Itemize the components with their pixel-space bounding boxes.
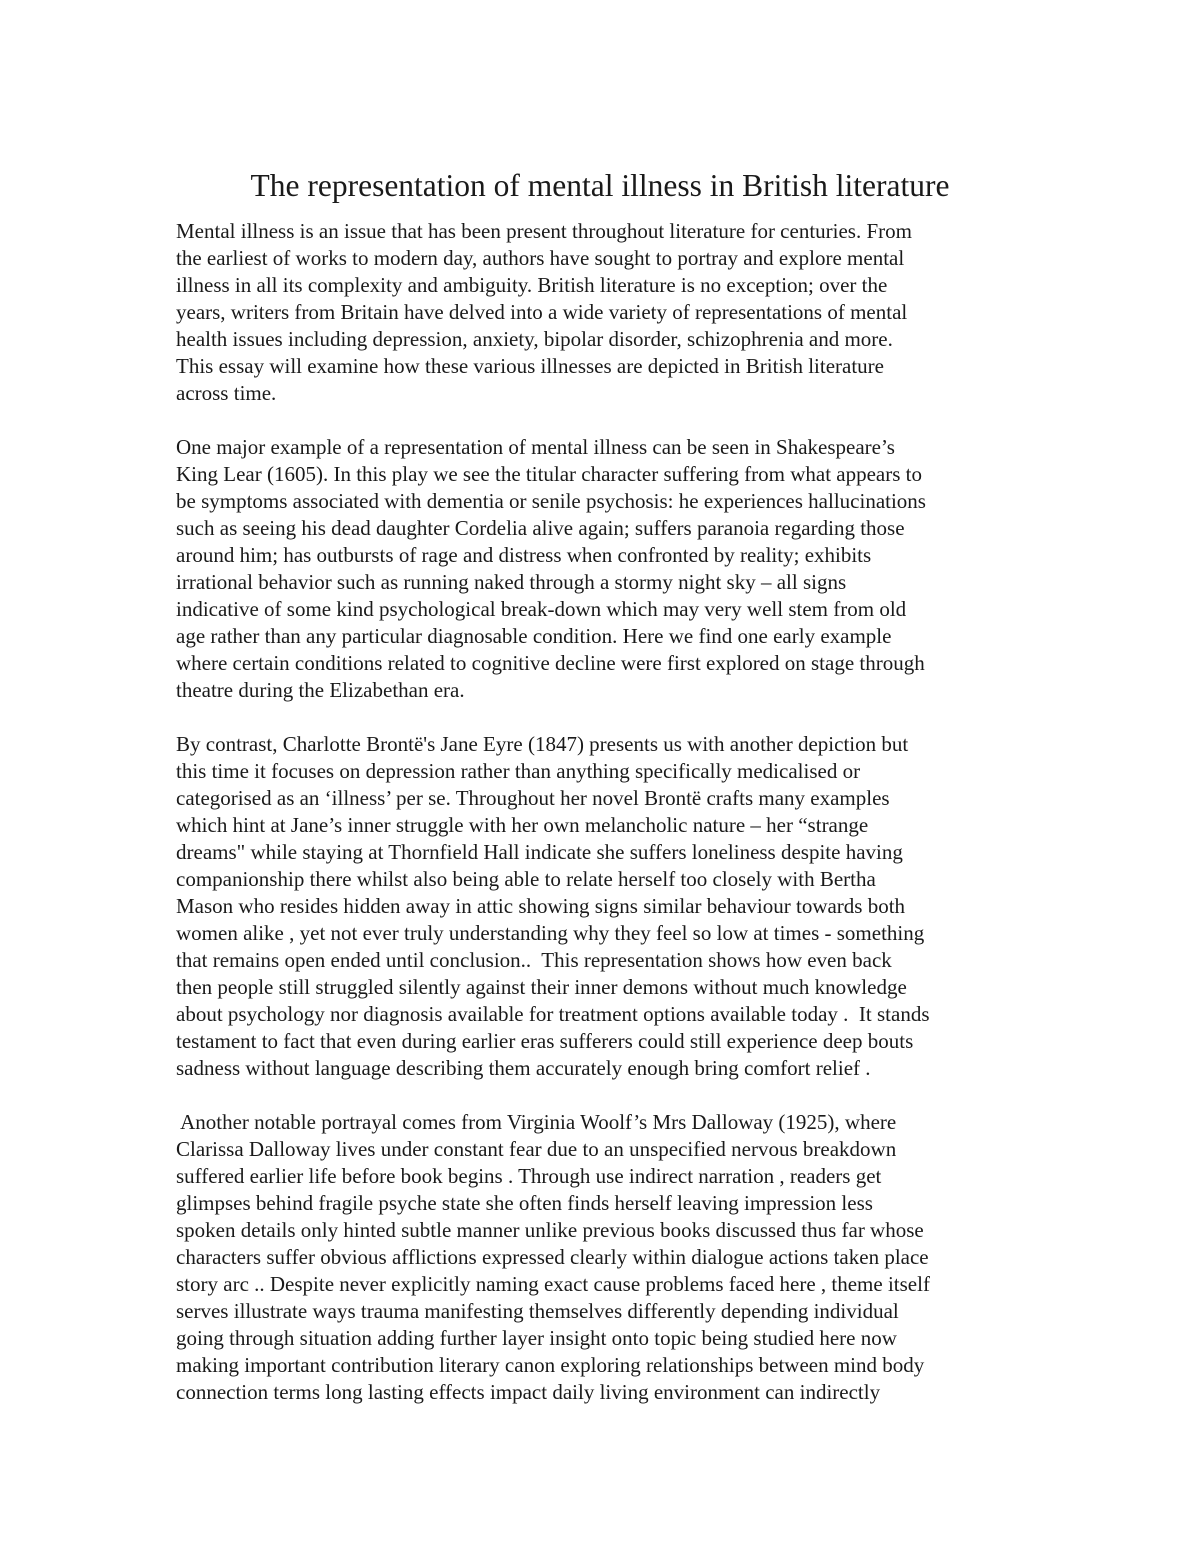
paragraph-line: across time. (176, 381, 277, 405)
document-title: The representation of mental illness in British literature (250, 168, 950, 203)
paragraph-line: sadness without language describing them accurately enough bring comfort relief . (176, 1056, 871, 1080)
paragraph-line: about psychology nor diagnosis available for treatment options available today . It stands (176, 1002, 930, 1026)
paragraph-line: that remains open ended until conclusion.. This representation shows how even back (176, 948, 892, 972)
paragraph-line: spoken details only hinted subtle manner unlike previous books discussed thus far whose (176, 1218, 924, 1242)
paragraph-line: Mason who resides hidden away in attic showing signs similar behaviour towards both (176, 894, 906, 918)
paragraph-line: dreams" while staying at Thornfield Hall indicate she suffers loneliness despite having (176, 840, 903, 864)
paragraph-3 (176, 731, 1056, 1082)
paragraph-line: categorised as an ‘illness’ per se. Throughout her novel Brontë crafts many examples (176, 786, 890, 810)
paragraph-line: indicative of some kind psychological break-down which may very well stem from old (176, 597, 907, 621)
paragraph-line: age rather than any particular diagnosable condition. Here we find one early example (176, 624, 892, 648)
paragraph-line: making important contribution literary canon exploring relationships between mind body (176, 1353, 925, 1377)
paragraph-2 (176, 434, 1056, 704)
paragraph-line: years, writers from Britain have delved into a wide variety of representations of mental (176, 300, 908, 324)
paragraph-line: companionship there whilst also being able to relate herself too closely with Bertha (176, 867, 876, 891)
paragraph-line: health issues including depression, anxiety, bipolar disorder, schizophrenia and more. (176, 327, 893, 351)
paragraph-line: One major example of a representation of mental illness can be seen in Shakespeare’s (176, 435, 895, 459)
paragraph-line: then people still struggled silently against their inner demons without much knowledge (176, 975, 907, 999)
paragraph-line: characters suffer obvious afflictions expressed clearly within dialogue actions taken place (176, 1245, 929, 1269)
paragraph-line: going through situation adding further layer insight onto topic being studied here now (176, 1326, 897, 1350)
paragraph-line: irrational behavior such as running naked through a stormy night sky – all signs (176, 570, 847, 594)
paragraph-line: By contrast, Charlotte Brontë's Jane Eyre (1847) presents us with another depiction but (176, 732, 909, 756)
paragraph-line: serves illustrate ways trauma manifesting themselves differently depending individual (176, 1299, 899, 1323)
paragraph-line: King Lear (1605). In this play we see the titular character suffering from what appears to (176, 462, 923, 486)
paragraph-line: the earliest of works to modern day, authors have sought to portray and explore mental (176, 246, 905, 270)
paragraph-line: suffered earlier life before book begins . Through use indirect narration , readers get (176, 1164, 882, 1188)
paragraph-line: be symptoms associated with dementia or senile psychosis: he experiences hallucinations (176, 489, 926, 513)
paragraph-line: this time it focuses on depression rather than anything specifically medicalised or (176, 759, 861, 783)
paragraph-line: story arc .. Despite never explicitly naming exact cause problems faced here , theme itself (176, 1272, 930, 1296)
paragraph-4 (176, 1109, 1056, 1406)
paragraph-line: connection terms long lasting effects impact daily living environment can indirectly (176, 1380, 881, 1404)
paragraph-line: Clarissa Dalloway lives under constant fear due to an unspecified nervous breakdown (176, 1137, 897, 1161)
paragraph-line: which hint at Jane’s inner struggle with her own melancholic nature – her “strange (176, 813, 869, 837)
paragraph-line: This essay will examine how these various illnesses are depicted in British literature (176, 354, 884, 378)
paragraph-line: testament to fact that even during earlier eras sufferers could still experience deep bouts (176, 1029, 914, 1053)
paragraph-line: illness in all its complexity and ambiguity. British literature is no exception; over the (176, 273, 888, 297)
paragraph-line: around him; has outbursts of rage and distress when confronted by reality; exhibits (176, 543, 872, 567)
paragraph-line: women alike , yet not ever truly understanding why they feel so low at times - something (176, 921, 925, 945)
paragraph-line: such as seeing his dead daughter Cordelia alive again; suffers paranoia regarding those (176, 516, 905, 540)
paragraph-line: where certain conditions related to cognitive decline were first explored on stage through (176, 651, 925, 675)
paragraph-line: theatre during the Elizabethan era. (176, 678, 465, 702)
paragraph-1 (176, 218, 1056, 407)
paragraph-line: Mental illness is an issue that has been present throughout literature for centuries. From (176, 219, 912, 243)
paragraph-line: Another notable portrayal comes from Virginia Woolf’s Mrs Dalloway (1925), where (176, 1110, 897, 1134)
paragraph-line: glimpses behind fragile psyche state she often finds herself leaving impression less (176, 1191, 873, 1215)
document-body (176, 218, 1056, 1433)
